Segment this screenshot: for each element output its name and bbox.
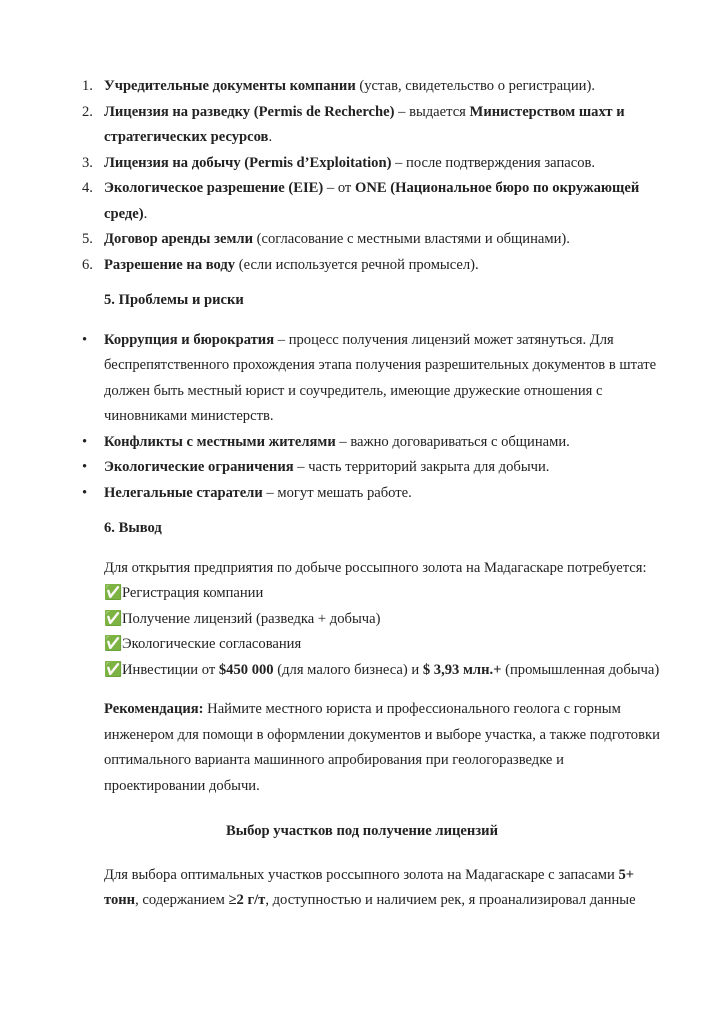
- text: – после подтверждения запасов.: [391, 154, 596, 171]
- text: – могут мешать работе.: [262, 484, 412, 501]
- checklist-item: [0, 658, 724, 684]
- text: – важно договариваться с общинами.: [335, 433, 570, 450]
- list-number: 5.: [82, 231, 93, 247]
- conclusion-intro: Для открытия предприятия по добыче россыпного золота на Мадагаскаре потребуется:: [104, 559, 647, 576]
- text: .: [143, 205, 148, 222]
- text: (если используется речной промысел).: [235, 256, 479, 273]
- risk-list-item: [0, 455, 724, 481]
- list-number: 4.: [82, 180, 93, 196]
- license-list-item: [0, 151, 724, 177]
- conclusion-heading: 6. Вывод: [104, 520, 162, 536]
- text: Наймите местного юриста и профессионального геолога с горным инженером для помощи в оформлении документов и выборе участка, а также подготовки оптимального варианта машинного апробирования при геологоразведке и проектировании добычи.: [104, 701, 660, 794]
- bold-text: $450 000: [218, 661, 274, 678]
- text: – от: [323, 180, 355, 196]
- conclusion-checklist: [0, 581, 724, 683]
- text: (для малого бизнеса) и: [273, 661, 423, 678]
- bold-text: Экологические ограничения: [104, 459, 294, 475]
- bold-text: Учредительные документы компании: [104, 78, 356, 94]
- text: – выдается: [394, 103, 470, 120]
- checklist-item: [0, 632, 724, 658]
- risks-heading: 5. Проблемы и риски: [104, 292, 244, 308]
- list-number: 6.: [82, 256, 93, 273]
- risk-list-item: [0, 430, 724, 456]
- bold-text: Коррупция и бюрократия: [104, 331, 275, 348]
- checkmark-icon: ✅: [104, 610, 123, 627]
- bold-text: Министерством шахт и стратегических ресурсов: [104, 103, 625, 145]
- license-list-item: [0, 74, 724, 100]
- checkmark-icon: ✅: [104, 661, 123, 678]
- bold-text: $ 3,93 млн.+: [422, 661, 502, 678]
- checkmark-icon: ✅: [104, 585, 123, 601]
- checklist-item: [0, 607, 724, 633]
- text: – процесс получения лицензий может затянуться. Для беспрепятственного прохождения этапа получения разрешительных документов в штате должен быть местный юрист и соучредитель, имеющие дружеские отношения с чиновниками министерств.: [104, 331, 657, 424]
- list-number: 3.: [82, 154, 93, 171]
- list-number: 1.: [82, 78, 93, 94]
- bold-text: Лицензия на добычу (Permis d’Exploitation): [104, 154, 392, 171]
- bold-text: Лицензия на разведку (Permis de Recherche): [104, 103, 395, 120]
- sites-paragraph: [0, 863, 724, 914]
- bold-text: 5+ тонн: [104, 866, 635, 908]
- checklist-item: [0, 581, 724, 607]
- text: , содержанием: [135, 892, 229, 908]
- text: Экологические согласования: [122, 636, 302, 652]
- text: Регистрация компании: [122, 585, 264, 601]
- risk-list-item: [0, 328, 724, 430]
- license-list-item: [0, 227, 724, 253]
- bold-text: ≥2 г/т: [228, 892, 266, 908]
- license-list-item: [0, 176, 724, 227]
- bold-text: Конфликты с местными жителями: [104, 433, 336, 450]
- document-content: [0, 74, 724, 914]
- bold-text: Разрешение на воду: [104, 256, 236, 273]
- text: – часть территорий закрыта для добычи.: [293, 459, 550, 475]
- bold-text: ONE (Национальное бюро по окружающей среде): [104, 180, 640, 222]
- recommendation-paragraph: [0, 697, 724, 799]
- bold-text: Экологическое разрешение (EIE): [104, 180, 324, 196]
- license-list-item: [0, 253, 724, 279]
- risks-list: [0, 328, 724, 507]
- license-list-item: [0, 100, 724, 151]
- text: (промышленная добыча): [501, 661, 660, 678]
- checkmark-icon: ✅: [104, 636, 123, 652]
- text: .: [268, 129, 273, 145]
- text: (устав, свидетельство о регистрации).: [355, 78, 595, 94]
- bold-text: Рекомендация:: [104, 701, 204, 717]
- bold-text: Нелегальные старатели: [104, 484, 263, 501]
- text: Получение лицензий (разведка + добыча): [122, 610, 381, 627]
- text: , доступностью и наличием рек, я проанализировал данные: [265, 892, 636, 908]
- licenses-list: [0, 74, 724, 278]
- text: Для выбора оптимальных участков россыпного золота на Мадагаскаре с запасами: [104, 866, 619, 883]
- sites-title: Выбор участков под получение лицензий: [226, 823, 498, 839]
- bold-text: Договор аренды земли: [104, 231, 253, 247]
- text: (согласование с местными властями и общинами).: [252, 231, 570, 247]
- risk-list-item: [0, 481, 724, 507]
- list-number: 2.: [82, 103, 93, 120]
- text: Инвестиции от: [122, 661, 219, 678]
